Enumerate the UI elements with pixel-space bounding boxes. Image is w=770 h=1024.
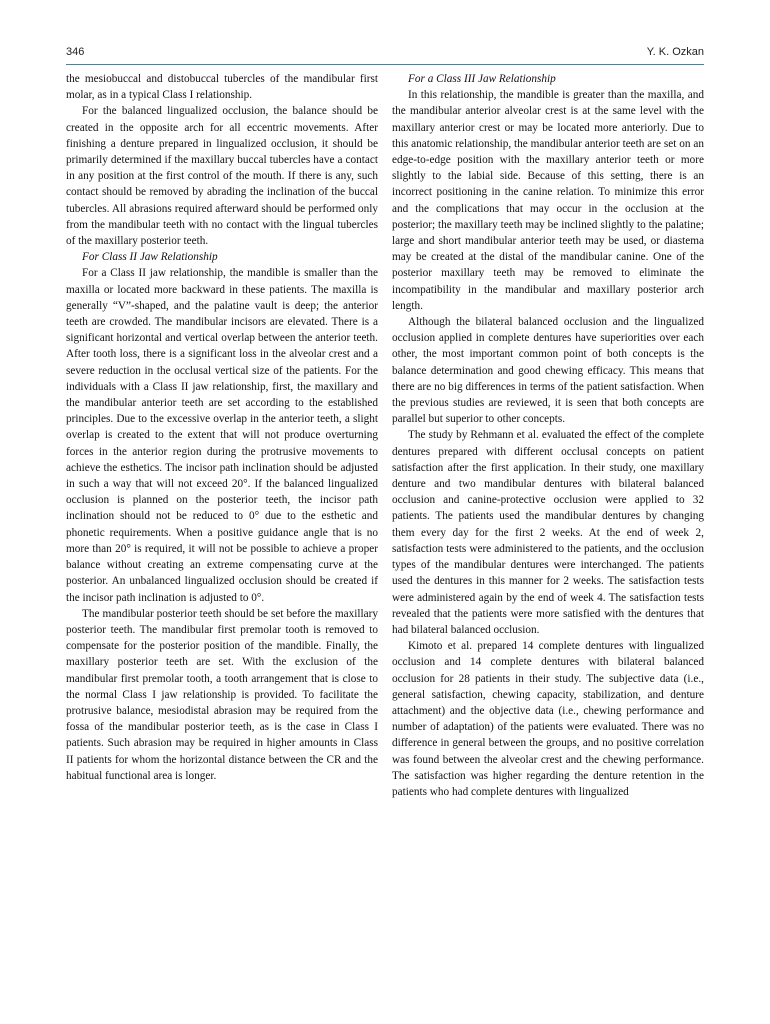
section-heading: For a Class III Jaw Relationship — [408, 73, 556, 85]
running-author: Y. K. Ozkan — [646, 46, 704, 58]
body-paragraph: Although the bilateral balanced occlusion and the lingualized occlusion applied in complete dentures have superiorities over each other, the most important common point of both concepts is the balance determination and good chewing efficacy. This means that there are no big differences in terms of the patient satisfaction. When the previous studies are reviewed, it is seen that both concepts are parallel but superior to other concepts. — [392, 316, 704, 426]
right-column — [392, 71, 704, 800]
left-column — [66, 71, 378, 784]
body-paragraph: For the balanced lingualized occlusion, the balance should be created in the opposite arch for all eccentric movements. After finishing a denture prepared in lingualized occlusion, it should be primarily determined if the maxillary buccal tubercles have a contact in any position at the first control of the mouth. If there is any, such contact should be removed by abrading the inclination of the buccal tubercles. All abrasions required afterward should be performed only from the mandibular teeth with no contact with the lingual tubercles of the maxillary posterior teeth. — [66, 105, 378, 248]
body-paragraph: In this relationship, the mandible is greater than the maxilla, and the mandibular anterior alveolar crest is at the same level with the maxillary anterior crest or may be located more anteriorly. Due to this anatomic relationship, the mandibular anterior teeth are set on an edge-to-edge position with the maxillary anterior teeth or more slightly to the labial side. Because of this setting, there is an incorrect positioning in the canine relation. To minimize this error and the complications that may occur in the occlusion at the posterior; the maxillary teeth may be inclined slightly to the palatine; large and short mandibular anterior teeth may be used, or diastema may be created at the distal of the mandibular canine. One of the posterior maxillary teeth may be removed to eliminate the incompatibility in the mandibular and maxillary posterior arch length. — [392, 89, 704, 312]
section-heading: For Class II Jaw Relationship — [82, 251, 218, 264]
page-number: 346 — [66, 46, 85, 58]
body-paragraph: The mandibular posterior teeth should be set before the maxillary posterior teeth. The mandibular first premolar tooth is removed to compensate for the posterior position of the mandible. Finally, the maxillary posterior teeth are set. With the exclusion of the mandibular first premolar tooth, a tooth arrangement that is close to the normal Class I jaw relationship is provided. To facilitate the protrusive balance, mesiodistal abrasion may be required from the fossa of the mandibular posterior teeth, as is the case in Class I patients. Such abrasion may be required in higher amounts in Class II patients for whom the horizontal distance between the CR and the habitual functional area is longer. — [66, 607, 378, 782]
running-header — [66, 44, 704, 62]
body-paragraph: Kimoto et al. prepared 14 complete dentures with lingualized occlusion and 14 complete dentures with bilateral balanced occlusion for 28 patients in their study. The subjective data (i.e., general satisfaction, chewing capacity, stabilization, and denture attachment) and the objective data (i.e., chewing performance and number of adaptation) of the patients were evaluated. There was no difference in general between the groups, and no positive correlation was found between the alveolar crest and the chewing performance. The satisfaction was higher regarding the denture retention in the patients who had complete dentures with lingualized — [392, 640, 704, 798]
header-rule — [66, 64, 704, 65]
body-paragraph: The study by Rehmann et al. evaluated the effect of the complete dentures prepared with different occlusal concepts on patient satisfaction after the first application. In their study, one maxillary denture and two mandibular dentures with bilateral balanced occlusion and canine-protective occlusion were applied to 32 patients. The patients used the mandibular dentures by changing them every day for the first 2 weeks. At the end of week 2, satisfaction tests were administered to the patients, and the occlusion types of the mandibular dentures were interchanged. The patients used the dentures in this manner for 2 weeks. The satisfaction tests were administered again by the end of week 4. The satisfaction tests revealed that the patients were more satisfied with the dentures that had bilateral balanced occlusion. — [392, 429, 704, 636]
body-paragraph: the mesiobuccal and distobuccal tubercles of the mandibular first molar, as in a typical Class I relationship. — [66, 73, 378, 102]
body-paragraph: For a Class II jaw relationship, the mandible is smaller than the maxilla or located more backward in these patients. The maxilla is generally “V”-shaped, and the palatine vault is deep; the anterior teeth are crowded. The mandibular incisors are elevated. There is a significant horizontal and vertical overlap between the anterior teeth. After tooth loss, there is a significant loss in the alveolar crest and a severe reduction in the occlusal vertical size of the patients. For the individuals with a Class II jaw relationship, first, the maxillary and the mandibular anterior teeth are set according to the established principles. Due to the excessive overlap in the anterior teeth, a slight overlap is created to the extent that will not produce overturning forces in the anterior region during the protrusive movements to achieve the esthetics. The incisor path inclination should be adjusted in such a way that will not exceed 20°. If the balanced lingualized occlusion is planned on the posterior teeth, the incisor path inclination should not be reduced to 0° due to the esthetic and phonetic requirements. When a positive guidance angle that is no more than 20° is required, it will not be possible to achieve a proper balance without creating an extreme compensating curve at the posterior. An unbalanced lingualized occlusion should be created if the incisor path inclination is adjusted to 0°. — [66, 267, 378, 604]
